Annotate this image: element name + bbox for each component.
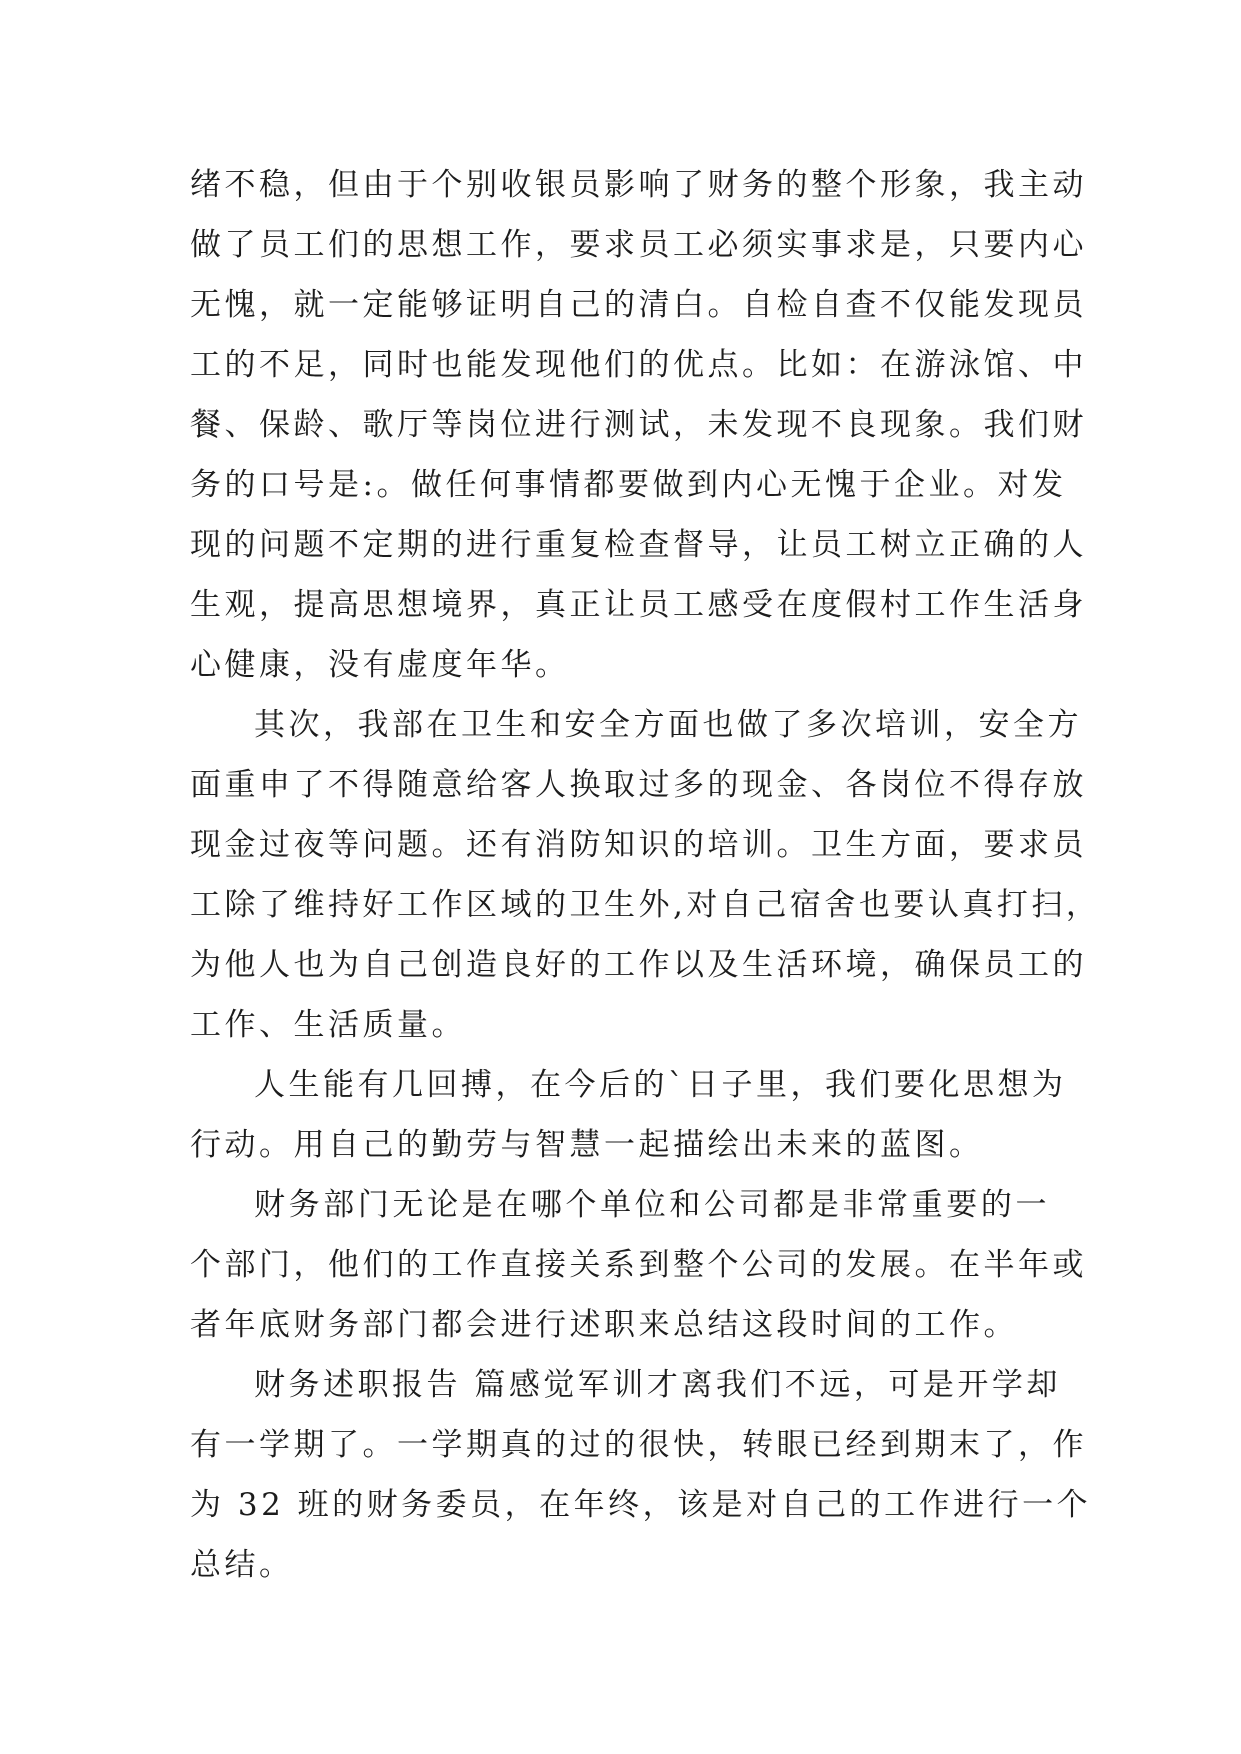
paragraph [190, 155, 1087, 695]
text-line: 财务述职报告 篇感觉军训才离我们不远，可是开学却 [254, 1367, 1061, 1403]
text-line: 生观，提高思想境界，真正让员工感受在度假村工作生活身 [190, 587, 1087, 623]
paragraph [190, 1055, 1067, 1175]
document-body [190, 155, 1101, 1595]
text-line: 为他人也为自己创造良好的工作以及生活环境，确保员工的 [190, 947, 1087, 983]
text-line: 其次，我部在卫生和安全方面也做了多次培训，安全方 [254, 707, 1082, 743]
text-line: 总结。 [190, 1547, 294, 1583]
text-line: 人生能有几回搏，在今后的`日子里，我们要化思想为 [254, 1067, 1067, 1103]
text-line: 者年底财务部门都会进行述职来总结这段时间的工作。 [190, 1307, 1018, 1343]
text-line: 个部门，他们的工作直接关系到整个公司的发展。在半年或 [190, 1247, 1087, 1283]
paragraph [190, 1355, 1092, 1595]
text-line: 工的不足，同时也能发现他们的优点。比如：在游泳馆、中 [190, 347, 1087, 383]
text-line: 为 32 班的财务委员，在年终，该是对自己的工作进行一个 [190, 1487, 1092, 1523]
text-line: 做了员工们的思想工作，要求员工必须实事求是，只要内心 [190, 227, 1087, 263]
paragraph [190, 1175, 1087, 1355]
text-line: 现金过夜等问题。还有消防知识的培训。卫生方面，要求员 [190, 827, 1087, 863]
text-line: 工除了维持好工作区域的卫生外,对自己宿舍也要认真打扫， [190, 887, 1101, 923]
text-line: 绪不稳，但由于个别收银员影响了财务的整个形象，我主动 [190, 167, 1087, 203]
text-line: 心健康，没有虚度年华。 [190, 647, 570, 683]
text-line: 工作、生活质量。 [190, 1007, 466, 1043]
paragraph [190, 695, 1101, 1055]
text-line: 无愧，就一定能够证明自己的清白。自检自查不仅能发现员 [190, 287, 1087, 323]
text-line: 面重申了不得随意给客人换取过多的现金、各岗位不得存放 [190, 767, 1087, 803]
text-line: 务的口号是:。做任何事情都要做到内心无愧于企业。对发 [190, 467, 1067, 503]
text-line: 餐、保龄、歌厅等岗位进行测试，未发现不良现象。我们财 [190, 407, 1087, 443]
text-line: 行动。用自己的勤劳与智慧一起描绘出未来的蓝图。 [190, 1127, 984, 1163]
text-line: 现的问题不定期的进行重复检查督导，让员工树立正确的人 [190, 527, 1087, 563]
text-line: 财务部门无论是在哪个单位和公司都是非常重要的一 [254, 1187, 1050, 1223]
text-line: 有一学期了。一学期真的过的很快，转眼已经到期末了，作 [190, 1427, 1087, 1463]
